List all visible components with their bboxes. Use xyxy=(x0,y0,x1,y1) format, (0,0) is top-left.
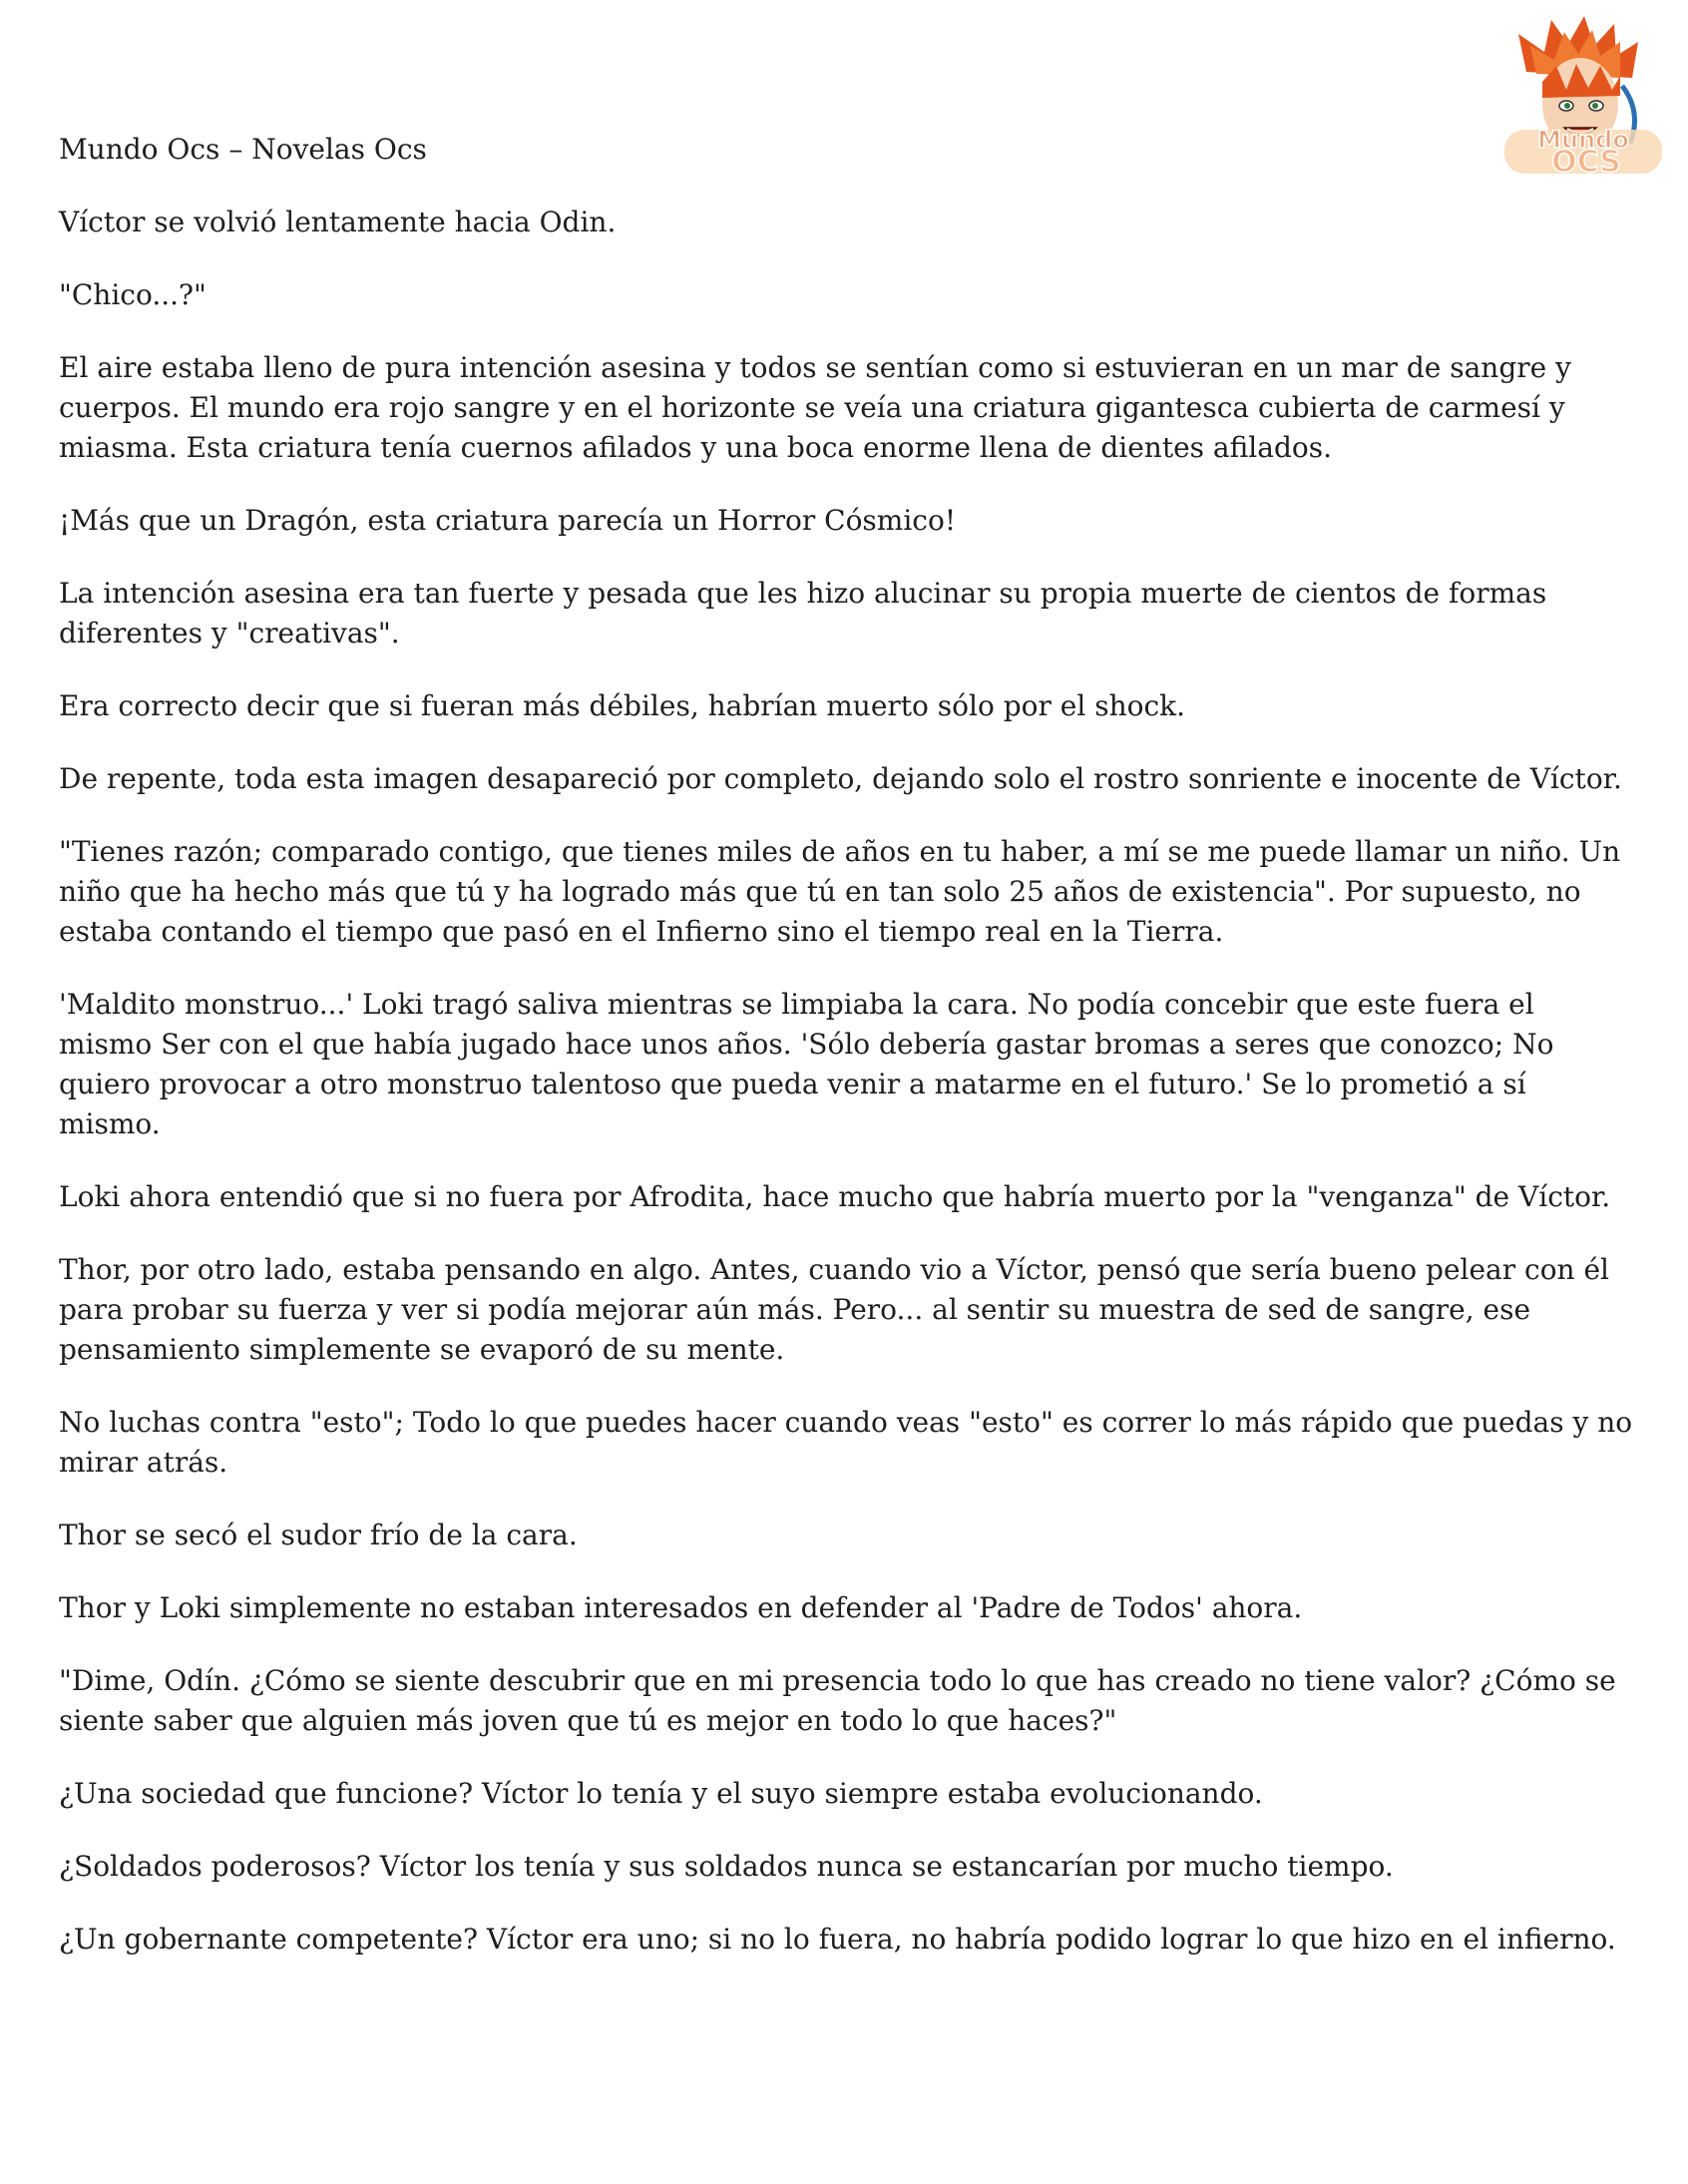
paragraph: "Tienes razón; comparado contigo, que tienes miles de años en tu haber, a mí se me puede llamar un niño. Un niño que ha hecho más que tú y ha logrado más que tú en tan solo 25 años de existencia". Por supuesto, no estaba contando el tiempo que pasó en el Infierno sino el tiempo real en la Tierra. xyxy=(59,835,1621,948)
document-body xyxy=(59,130,1635,1992)
paragraph: Loki ahora entendió que si no fuera por Afrodita, hace mucho que habría muerto por la "venganza" de Víctor. xyxy=(59,1180,1611,1213)
document-header: Mundo Ocs – Novelas Ocs xyxy=(59,133,427,166)
paragraph: ¿Un gobernante competente? Víctor era uno; si no lo fuera, no habría podido lograr lo que hizo en el infierno. xyxy=(59,1923,1616,1956)
paragraph: Era correcto decir que si fueran más débiles, habrían muerto sólo por el shock. xyxy=(59,689,1186,722)
paragraph: De repente, toda esta imagen desapareció por completo, dejando solo el rostro sonriente e inocente de Víctor. xyxy=(59,762,1622,795)
svg-text:Mundo: Mundo xyxy=(1537,126,1629,154)
paragraph: No luchas contra "esto"; Todo lo que puedes hacer cuando veas "esto" es correr lo más rápido que puedas y no mirar atrás. xyxy=(59,1406,1633,1479)
paragraph: La intención asesina era tan fuerte y pesada que les hizo alucinar su propia muerte de cientos de formas diferentes y "creativas". xyxy=(59,577,1547,650)
paragraph: 'Maldito monstruo...' Loki tragó saliva mientras se limpiaba la cara. No podía concebir que este fuera el mismo Ser con el que había jugado hace unos años. 'Sólo debería gastar bromas a seres que conozco; No quiero provocar a otro monstruo talentoso que pueda venir a matarme en el futuro.' Se lo prometió a sí mismo. xyxy=(59,988,1554,1140)
paragraph: Thor se secó el sudor frío de la cara. xyxy=(59,1519,578,1551)
paragraph: Thor, por otro lado, estaba pensando en algo. Antes, cuando vio a Víctor, pensó que sería bueno pelear con él para probar su fuerza y ver si podía mejorar aún más. Pero... al sentir su muestra de sed de sangre, ese pensamiento simplemente se evaporó de su mente. xyxy=(59,1253,1610,1366)
svg-text:OCS: OCS xyxy=(1551,145,1621,180)
paragraph: ¡Más que un Dragón, esta criatura parecía un Horror Cósmico! xyxy=(59,504,957,537)
paragraph: Thor y Loki simplemente no estaban interesados en defender al 'Padre de Todos' ahora. xyxy=(59,1591,1303,1624)
paragraph: ¿Una sociedad que funcione? Víctor lo tenía y el suyo siempre estaba evolucionando. xyxy=(59,1777,1263,1810)
paragraph: "Chico...?" xyxy=(59,278,207,311)
paragraph: "Dime, Odín. ¿Cómo se siente descubrir que en mi presencia todo lo que has creado no tiene valor? ¿Cómo se siente saber que alguien más joven que tú es mejor en todo lo que haces?" xyxy=(59,1664,1616,1737)
paragraph: ¿Soldados poderosos? Víctor los tenía y sus soldados nunca se estancarían por mucho tiempo. xyxy=(59,1850,1394,1883)
paragraph: El aire estaba lleno de pura intención asesina y todos se sentían como si estuvieran en un mar de sangre y cuerpos. El mundo era rojo sangre y en el horizonte se veía una criatura gigantesca cubierta de carmesí y miasma. Esta criatura tenía cuernos afilados y una boca enorme llena de dientes afilados. xyxy=(59,351,1571,464)
paragraph: Víctor se volvió lentamente hacia Odin. xyxy=(59,206,617,238)
